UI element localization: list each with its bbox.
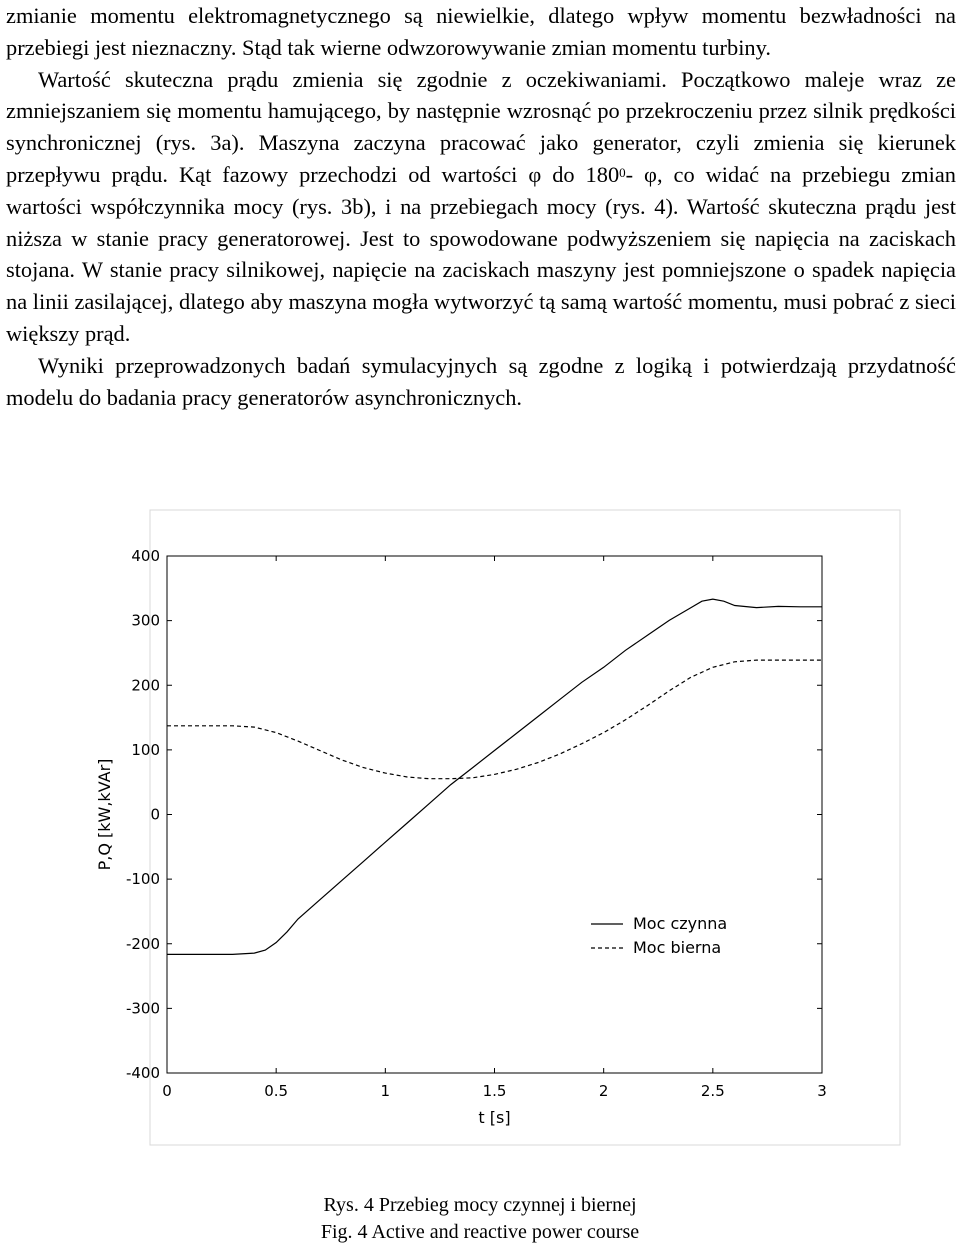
y-tick-label: -100 <box>125 870 160 889</box>
plot-area <box>95 547 827 1127</box>
y-tick-label: 200 <box>131 676 160 695</box>
y-tick-label: 400 <box>131 547 160 565</box>
y-tick-label: 0 <box>150 805 160 824</box>
series-line-moc-czynna <box>167 599 822 954</box>
y-tick-label: -200 <box>125 934 160 953</box>
body-text <box>6 0 956 413</box>
degree-superscript: 0 <box>619 164 626 180</box>
figure-frame <box>150 510 900 1145</box>
x-tick-label: 0.5 <box>264 1082 289 1100</box>
caption-en: Fig. 4 Active and reactive power course <box>320 1221 640 1243</box>
y-tick-label: -400 <box>125 1064 160 1082</box>
x-tick-label: 3 <box>817 1082 827 1100</box>
x-tick-label: 0 <box>162 1082 172 1100</box>
y-tick-label: 300 <box>131 611 160 630</box>
phi-symbol: φ <box>644 161 657 187</box>
x-tick-label: 2.5 <box>700 1082 725 1100</box>
paragraph-1: zmianie momentu elektromagnetycznego są niewielkie, dlatego wpływ momentu bezwładności na przebiegi jest nieznaczny. Stąd tak wierne odwzorowywanie zmian momentu turbiny. <box>6 3 956 60</box>
y-axis-label: P,Q [kW,kVAr] <box>95 758 114 871</box>
y-tick-label: 100 <box>131 740 160 759</box>
legend-label: Moc czynna <box>633 914 728 933</box>
y-tick-label: -300 <box>125 999 160 1018</box>
power-chart <box>0 505 960 1160</box>
paragraph-2: Wartość skuteczna prądu zmienia się zgodnie z oczekiwaniami. Początkowo maleje wraz ze zmniejszaniem się momentu hamującego, by następnie wzrosnąć po przekroczeniu przez silnik prędkości synchronicznej (rys. 3a). Maszyna zaczyna pracować jako generator, czyli zmienia się kierunek przepływu prądu. Kąt fazowy przechodzi od wartości φ do $180^0-$ φ, co widać na przebiegu zmian wartości współczynnika mocy (rys. 3b), i na przebiegach mocy (rys. 4). Wartość skuteczna prądu jest niższa w stanie pracy generatorowej. Jest to spowodowane podwyższeniem się napięcia na zaciskach stojana. W stanie pracy silnikowej, napięcie na zaciskach maszyny jest pomniejszone o spadek napięcia na linii zasilającej, dlatego aby maszyna mogła wytworzyć tą samą wartość momentu, musi pobrać z sieci większy prąd. <box>6 66 956 346</box>
x-axis-label: t [s] <box>478 1108 511 1127</box>
x-tick-label: 1 <box>380 1082 391 1100</box>
caption-pl: Rys. 4 Przebieg mocy czynnej i biernej <box>323 1194 637 1216</box>
phi-symbol: φ <box>528 161 542 187</box>
paragraph-3: Wyniki przeprowadzonych badań symulacyjnych są zgodne z logiką i potwierdzają przydatność modelu do badania pracy generatorów asynchronicznych. <box>6 352 956 410</box>
x-tick-label: 1.5 <box>482 1082 507 1100</box>
x-tick-label: 2 <box>598 1082 609 1100</box>
series-line-moc-bierna <box>167 660 822 779</box>
legend-label: Moc bierna <box>633 938 722 957</box>
axes-box <box>167 556 822 1073</box>
